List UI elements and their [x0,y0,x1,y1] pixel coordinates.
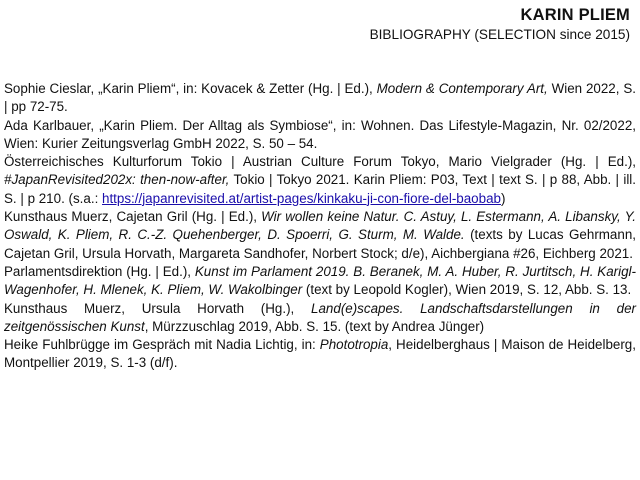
entry-text: (text by Leopold Kogler), Wien 2019, S. 12, Abb. S. 13. [302,282,632,298]
entry-text: Heike Fuhlbrügge im Gespräch mit Nadia Lichtig, in: [4,337,320,353]
publication-title: Wir wollen keine Natur. C. Astuy, L. Estermann, A. Libansky, Y. Oswald, K. Pliem, R. C.-Z. Quehenberger, D. Spoerri, G. Sturm, M. Walde. [4,209,637,243]
publication-title: #JapanRevisited202x: then-now-after, [4,172,230,188]
entry-text: (texts by Lucas Gehrmann, Cajetan Gril, Ursula Horvath, Margareta Sandhofer, Norbert Stock; d/e), Aichbergiana #26, Eichberg 2021. [4,227,636,261]
author-name: KARIN PLIEM [520,6,630,24]
bibliography-list [4,80,636,373]
entry-text: Sophie Cieslar, „Karin Pliem“, in: Kovacek & Zetter (Hg. | Ed.), [4,81,377,96]
entry-text: Ada Karlbauer, „Karin Pliem. Der Alltag als Symbiose“, in: Wohnen. Das Lifestyle-Magazin, Nr. 02/2022, Wien: Kurier Zeitungsverlag GmbH 2022, S. 50 – 54. [4,117,636,151]
publication-title: Kunst im Parlament 2019. B. Beranek, M. A. Huber, R. Jurtitsch, H. Karigl-Wagenhofer, H. Mlenek, K. Pliem, W. Wakolbinger [4,263,636,298]
entry-text: Österreichisches Kulturforum Tokio | Austrian Culture Forum Tokyo, Mario Vielgrader (Hg. | Ed.), [4,154,636,170]
entry-text: Kunsthaus Muerz, Ursula Horvath (Hg.), [4,300,312,316]
reference-link[interactable]: https://japanrevisited.at/artist-pages/kinkaku-ji-con-fiore-del-baobab [102,190,501,206]
bibliography-entry [4,153,636,208]
bibliography-entry [4,80,636,117]
bibliography-entry [4,117,636,154]
publication-title: Modern & Contemporary Art, [376,81,548,96]
publication-title: Phototropia [319,337,389,353]
entry-text: Wien 2022, S. | pp 72-75. [4,81,636,115]
page-subtitle: BIBLIOGRAPHY (SELECTION since 2015) [369,27,630,42]
publication-title: Land(e)scapes. Landschaftsdarstellungen in der zeitgenössischen Kunst [4,300,636,334]
page-header [370,4,630,44]
bibliography-entry [4,300,636,337]
bibliography-entry [4,208,636,263]
bibliography-entry [4,336,636,373]
entry-text: , Heidelberghaus | Maison de Heidelberg, Montpellier 2019, S. 1-3 (d/f). [4,337,636,371]
entry-text: Kunsthaus Muerz, Cajetan Gril (Hg. | Ed.), [4,209,262,225]
bibliography-entry [4,263,636,300]
entry-text: Parlamentsdirektion (Hg. | Ed.), [4,263,195,279]
entry-text: , Mürzzuschlag 2019, Abb. S. 15. (text by Andrea Jünger) [144,318,485,334]
entry-text: Tokio | Tokyo 2021. Karin Pliem: P03, Text | text S. | p 88, Abb. | ill. S. | p 210. (s.a.: [4,172,636,206]
entry-text: ) [500,190,506,206]
